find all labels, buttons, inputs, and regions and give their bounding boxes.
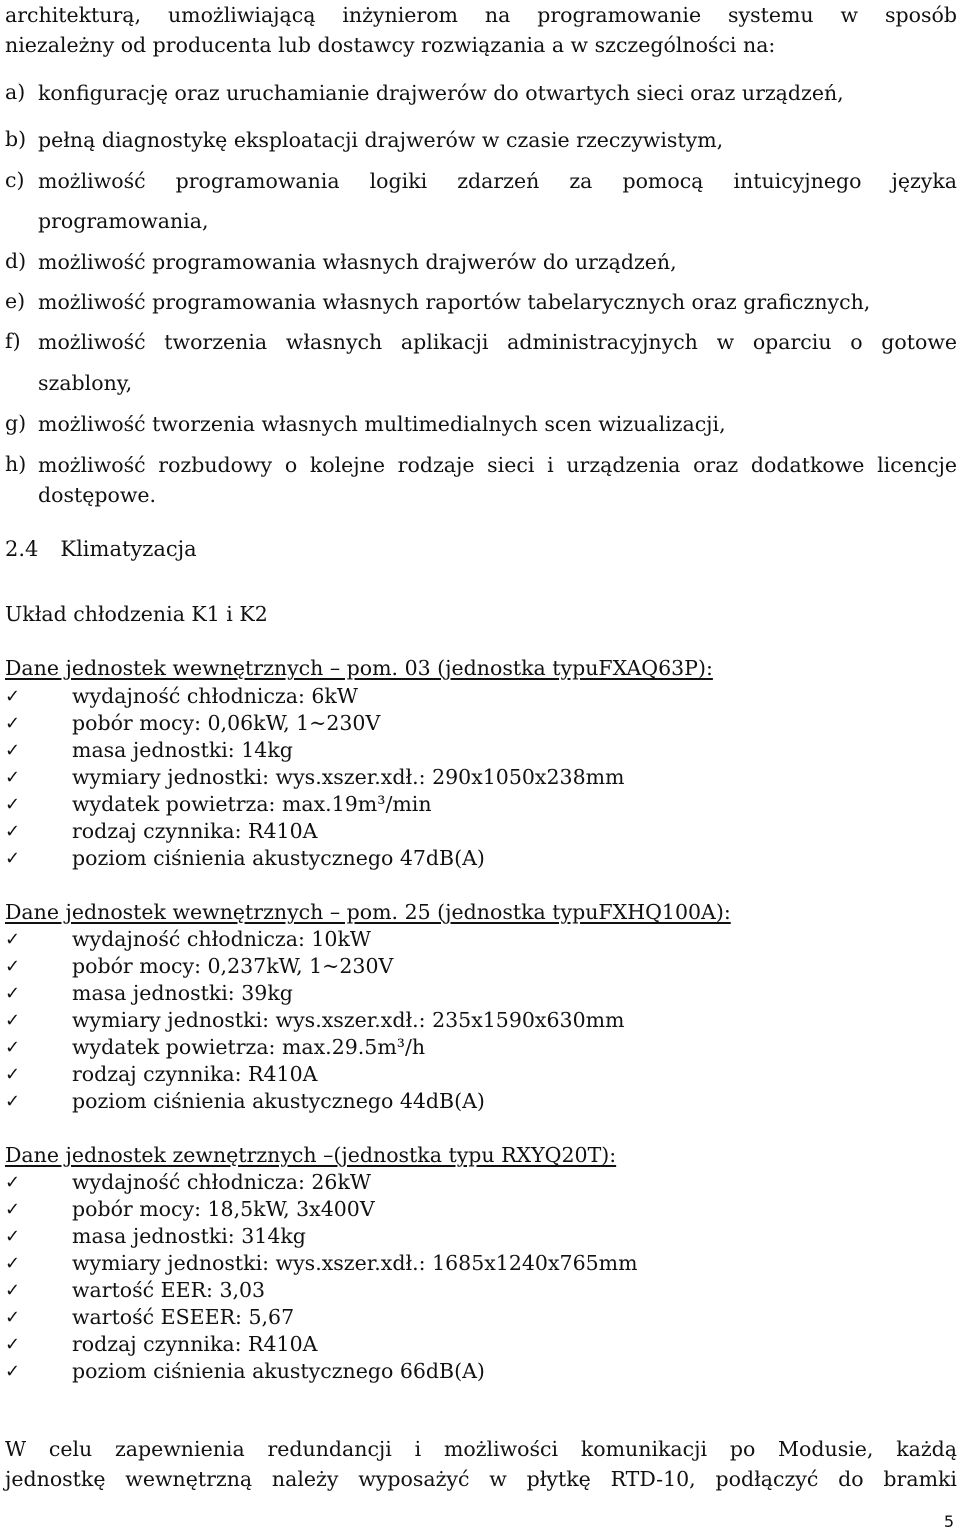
list-item-label: c) bbox=[5, 168, 25, 192]
document-page: architekturą, umożliwiającą inżynierom na programowanie systemu w sposób niezależny od producenta lub dostawcy rozwiązania a w szczególności na: a) konfigurację oraz uruchamianie drajwerów do otwartych sieci oraz urządzeń, b) pełną diagnostykę eksploatacji drajwerów w czasie rzeczywistym, c) możliwość programowania logiki zdarzeń za pomocą intuicyjnego języka programowania, d) możliwość programowania własnych drajwerów do urządzeń, e) możliwość programowania własnych raportów tabelarycznych oraz graficznych, f) możliwość tworzenia własnych aplikacji administracyjnych w oparciu o gotowe szablony, g) możliwość tworzenia własnych multimedialnych scen wizualizacji, h) możliwość rozbudowy o kolejne rodzaje sieci i urządzenia oraz dodatkowe licencje dostępowe. 2.4 Klimatyzacja Układ chłodzenia K1 i K2 Dane jednostek wewnętrznych – pom. 03 (jednostka typuFXAQ63P): ✓ wydajność chłodnicza: 6kW ✓ pobór mocy: 0,06kW, 1~230V ✓ masa jednostki: 14kg ✓ wymiary jednostki: wys.xszer.xdł.: 290x1050x238mm ✓ wydatek powietrza: max.19m³/min ✓ rodzaj czynnika: R410A ✓ poziom ciśnienia akustycznego 47dB(A) Dane jednostek wewnętrznych – pom. 25 (jednostka typuFXHQ100A): ✓ wydajność chłodnicza: 10kW ✓ pobór mocy: 0,237kW, 1~230V ✓ masa jednostki: 39kg ✓ wymiary jednostki: wys.xszer.xdł.: 235x1590x630mm ✓ wydatek powietrza: max.29.5m³/h ✓ rodzaj czynnika: R410A ✓ poziom ciśnienia akustycznego 44dB(A) Dane jednostek zewnętrznych –(jednostka typu RXYQ20T): ✓ wydajność chłodnicza: 26kW ✓ pobór mocy: 18,5kW, 3x400V ✓ masa jednostki: 314kg ✓ wymiary jednostki: wys.xszer.xdł.: 1685x1240x765mm ✓ wartość EER: 3,03 ✓ wartość ESEER: 5,67 ✓ rodzaj czynnika: R410A ✓ poziom ciśnienia akustycznego 66dB(A) W celu zapewnienia redundancji i możliwości komunikacji po Modusie, każdą jednostkę wewnętrzną należy wyposażyć w płytkę RTD-10, podłączyć do bramki 5 bbox=[0, 0, 960, 1532]
list-item-text: możliwość programowania logiki zdarzeń za pomocą intuicyjnego języka bbox=[38, 169, 957, 193]
list-item-text-continued: dostępowe. bbox=[38, 483, 157, 507]
checkmark-icon: ✓ bbox=[5, 929, 21, 950]
checkmark-icon: ✓ bbox=[5, 1280, 21, 1301]
list-item-label: a) bbox=[5, 80, 26, 104]
checkmark-icon: ✓ bbox=[5, 1307, 21, 1328]
checkmark-icon: ✓ bbox=[5, 1010, 21, 1031]
list-item-label: g) bbox=[5, 411, 27, 435]
closing-paragraph bbox=[5, 1434, 957, 1494]
list-item-text: pełną diagnostykę eksploatacji drajwerów w czasie rzeczywistym, bbox=[38, 128, 724, 152]
intro-line-1: architekturą, umożliwiającą inżynierom na programowanie systemu w sposób bbox=[5, 3, 957, 27]
closing-line-2: jednostkę wewnętrzną należy wyposażyć w płytkę RTD-10, podłączyć do bramki bbox=[5, 1467, 957, 1491]
closing-line-1: W celu zapewnienia redundancji i możliwości komunikacji po Modusie, każdą bbox=[5, 1437, 957, 1461]
section-title: Klimatyzacja bbox=[60, 537, 197, 561]
checkmark-icon: ✓ bbox=[5, 1361, 21, 1382]
checkmark-icon: ✓ bbox=[5, 956, 21, 977]
group-title-indoor-03: Dane jednostek wewnętrznych – pom. 03 (jednostka typuFXAQ63P): bbox=[5, 656, 713, 680]
checkmark-icon: ✓ bbox=[5, 1172, 21, 1193]
page-number: 5 bbox=[943, 1512, 954, 1531]
list-item-label: d) bbox=[5, 249, 27, 273]
list-item-text: konfigurację oraz uruchamianie drajwerów do otwartych sieci oraz urządzeń, bbox=[38, 81, 844, 105]
list-item-label: b) bbox=[5, 127, 27, 151]
section-subtitle: Układ chłodzenia K1 i K2 bbox=[5, 602, 268, 626]
checkmark-icon: ✓ bbox=[5, 713, 21, 734]
checkmark-icon: ✓ bbox=[5, 848, 21, 869]
list-item-label: e) bbox=[5, 289, 26, 313]
checkmark-icon: ✓ bbox=[5, 794, 21, 815]
checkmark-icon: ✓ bbox=[5, 740, 21, 761]
group-title-indoor-25: Dane jednostek wewnętrznych – pom. 25 (jednostka typuFXHQ100A): bbox=[5, 900, 731, 924]
checkmark-icon: ✓ bbox=[5, 821, 21, 842]
list-item-text-continued: szablony, bbox=[38, 371, 133, 395]
list-item-label: f) bbox=[5, 329, 21, 353]
checkmark-icon: ✓ bbox=[5, 983, 21, 1004]
checkmark-icon: ✓ bbox=[5, 1253, 21, 1274]
intro-line-2: niezależny od producenta lub dostawcy rozwiązania a w szczególności na: bbox=[5, 33, 776, 57]
list-item-label: h) bbox=[5, 452, 27, 476]
checkmark-icon: ✓ bbox=[5, 767, 21, 788]
checkmark-icon: ✓ bbox=[5, 1226, 21, 1247]
list-item-text: możliwość tworzenia własnych multimedialnych scen wizualizacji, bbox=[38, 412, 726, 436]
section-number: 2.4 bbox=[5, 537, 39, 561]
checkmark-icon: ✓ bbox=[5, 1091, 21, 1112]
list-item-text-continued: programowania, bbox=[38, 209, 209, 233]
list-item-text: możliwość tworzenia własnych aplikacji administracyjnych w oparciu o gotowe bbox=[38, 330, 957, 354]
list-item-text: możliwość programowania własnych raportów tabelarycznych oraz graficznych, bbox=[38, 290, 871, 314]
section-heading bbox=[5, 537, 197, 561]
checkmark-icon: ✓ bbox=[5, 1064, 21, 1085]
intro-paragraph bbox=[5, 0, 957, 60]
list-item-text: możliwość programowania własnych drajwerów do urządzeń, bbox=[38, 250, 677, 274]
checkmark-icon: ✓ bbox=[5, 1199, 21, 1220]
group-title-outdoor: Dane jednostek zewnętrznych –(jednostka typu RXYQ20T): bbox=[5, 1143, 617, 1167]
checkmark-icon: ✓ bbox=[5, 686, 21, 707]
list-item-text: możliwość rozbudowy o kolejne rodzaje sieci i urządzenia oraz dodatkowe licencje bbox=[38, 453, 957, 477]
checkmark-icon: ✓ bbox=[5, 1037, 21, 1058]
checkmark-icon: ✓ bbox=[5, 1334, 21, 1355]
